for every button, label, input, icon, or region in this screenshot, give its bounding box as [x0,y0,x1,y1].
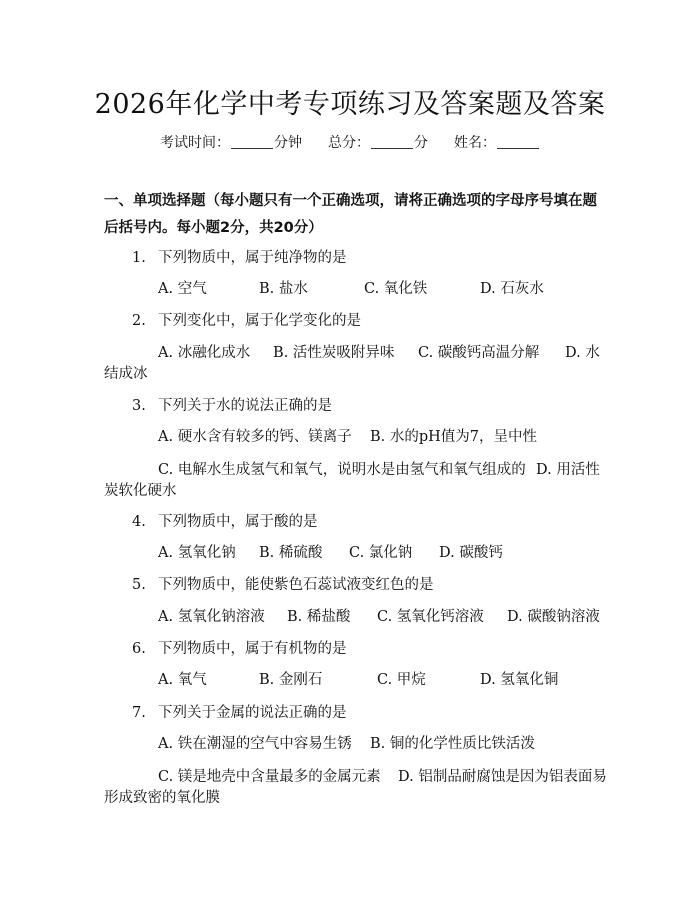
option-a: A. 铁在潮湿的空气中容易生锈 [158,736,352,752]
question-number: 1. [132,250,146,266]
question-5 [132,573,434,594]
score-label: 总分： [328,135,370,151]
option-c: C. 电解水生成氢气和氧气，说明水是由氢气和氧气组成的 [158,462,526,478]
question-stem: 下列物质中，能使紫色石蕊试液变红色的是 [158,577,434,593]
name-label: 姓名： [454,135,496,151]
page-title: 2026年化学中考专项练习及答案题及答案 [94,89,606,120]
question-stem: 下列关于金属的说法正确的是 [158,705,347,721]
option-b: B. 稀盐酸 [287,609,351,625]
question-number: 3. [132,398,146,414]
name-blank[interactable] [497,135,539,149]
question-1 [132,246,347,267]
option-c: C. 氢氧化钙溶液 [377,609,484,625]
question-2 [132,309,361,330]
time-blank[interactable] [231,135,273,149]
option-d: D. 碳酸钠溶液 [507,609,600,625]
option-continuation: 炭软化硬水 [104,483,177,499]
option-a: A. 氢氧化钠 [158,545,236,561]
question-number: 6. [132,641,146,657]
option-c: C. 氧化铁 [364,281,428,297]
option-d: D. 用活性 [536,462,600,478]
score-unit: 分 [414,135,428,151]
question-number: 2. [132,313,146,329]
question-stem: 下列物质中，属于酸的是 [158,514,318,530]
option-b: B. 铜的化学性质比铁活泼 [370,736,535,752]
score-blank[interactable] [371,135,413,149]
option-continuation: 形成致密的氧化膜 [104,790,220,806]
option-c: C. 甲烷 [377,672,426,688]
option-c: C. 氯化钠 [349,545,413,561]
option-c: C. 镁是地壳中含量最多的金属元素 [158,769,381,785]
question-stem: 下列物质中，属于有机物的是 [158,641,347,657]
question-number: 4. [132,514,146,530]
exam-info-line [0,132,700,152]
option-b: B. 水的pH值为7，呈中性 [370,429,538,445]
option-continuation: 结成冰 [104,366,148,382]
time-label: 考试时间： [160,135,230,151]
option-a: A. 空气 [158,281,207,297]
option-b: B. 活性炭吸附异味 [273,345,395,361]
time-unit: 分钟 [274,135,302,151]
question-7 [132,701,347,722]
question-stem: 下列变化中，属于化学变化的是 [158,313,361,329]
option-a: A. 氧气 [158,672,207,688]
option-d: D. 铝制品耐腐蚀是因为铝表面易 [398,769,607,785]
option-b: B. 盐水 [259,281,308,297]
option-a: A. 氢氧化钠溶液 [158,609,265,625]
option-d: D. 氢氧化铜 [480,672,559,688]
question-3 [132,394,332,415]
question-4 [132,510,318,531]
option-d: D. 石灰水 [480,281,544,297]
question-number: 7. [132,705,146,721]
question-stem: 下列物质中，属于纯净物的是 [158,250,347,266]
question-6 [132,637,347,658]
option-b: B. 金刚石 [259,672,323,688]
option-c: C. 碳酸钙高温分解 [418,345,540,361]
question-stem: 下列关于水的说法正确的是 [158,398,332,414]
option-a: A. 硬水含有较多的钙、镁离子 [158,429,352,445]
question-number: 5. [132,577,146,593]
option-d: D. 水 [565,345,600,361]
option-a: A. 冰融化成水 [158,345,251,361]
section-heading: 一、单项选择题（每小题只有一个正确选项，请将正确选项的字母序号填在题后括号内。每小题2分，共20分） [104,193,597,236]
option-d: D. 碳酸钙 [439,545,503,561]
option-b: B. 稀硫酸 [259,545,323,561]
